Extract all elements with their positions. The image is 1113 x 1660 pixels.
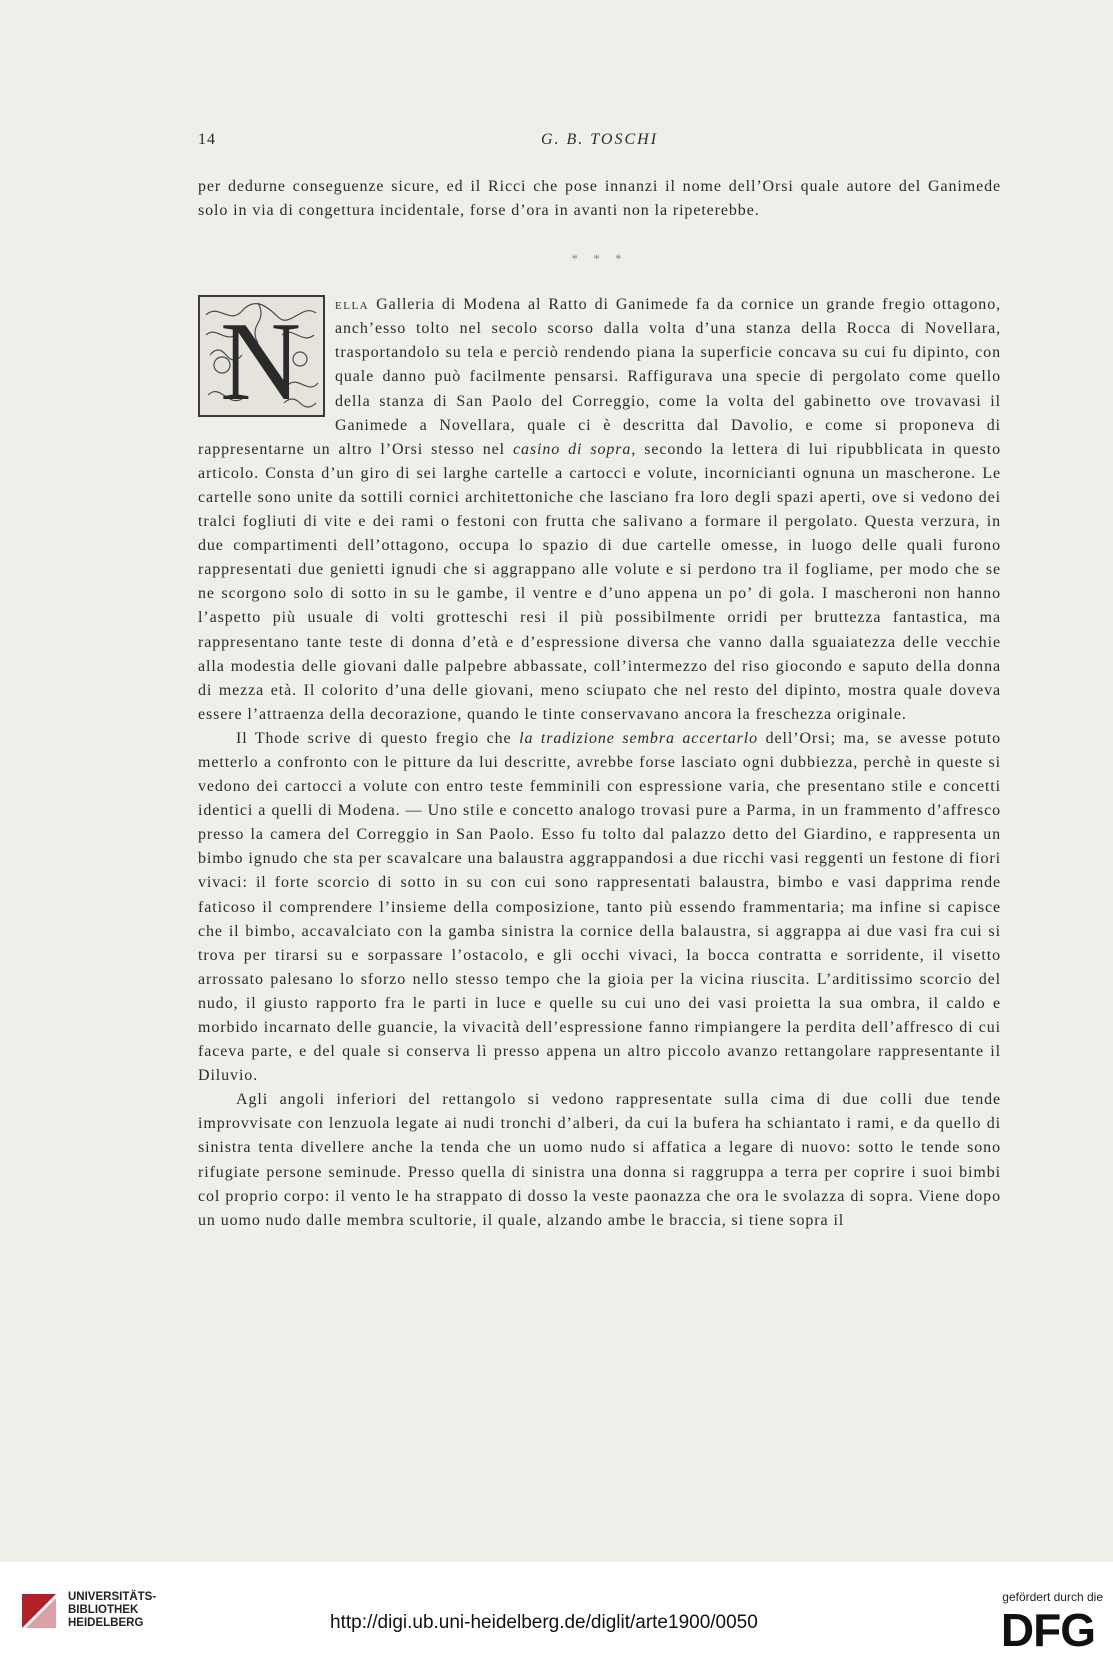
dfg-logo: DFG xyxy=(1000,1604,1095,1656)
drop-cap-continuation: ella xyxy=(335,296,370,314)
drop-cap-letter: N xyxy=(220,300,302,418)
paragraph-4: Agli angoli inferiori del rettangolo si vedono rappresentate sulla cima di due colli due tende improvvisate con lenzuola legate ai nudi tronchi d’alberi, da cui la bufera ha schiantato i rami, e da quello di sinistra tenta divellere anche la tenda che un uomo nudo si affatica a legare di nuovo: sotto le tende sono rifugiate persone seminude. Presso quella di sinistra una donna si raggruppa a terra per coprire i suoi bimbi col proprio corpo: il vento le ha strappato di dosso la veste paonazza che ora le svolazza di sopra. Viene dopo un uomo nudo dalle membra scultorie, il quale, alzando ambe le braccia, si tiene sopra il xyxy=(198,1091,1001,1229)
article-body xyxy=(198,175,1001,1233)
library-name xyxy=(68,1591,156,1630)
paragraph-3-text-a: Il Thode scrive di questo fregio che xyxy=(236,729,520,747)
paragraph-2 xyxy=(198,293,1001,727)
funding-label: gefördert durch die xyxy=(1002,1590,1103,1604)
library-name-line-3: HEIDELBERG xyxy=(68,1617,144,1629)
page-header xyxy=(198,131,1001,155)
paragraph-3-italic: la tradizione sembra accertarlo xyxy=(519,729,759,747)
page-number: 14 xyxy=(198,131,216,148)
permalink-url[interactable]: http://digi.ub.uni-heidelberg.de/diglit/arte1900/0050 xyxy=(330,1612,758,1633)
section-separator: * * * xyxy=(571,251,628,267)
paragraph-3 xyxy=(198,727,1001,1088)
paragraph-2-italic: casino di sopra xyxy=(512,440,632,458)
paragraph-2-text-b: , secondo la lettera di lui ripubblicata in questo articolo. Consta d’un giro di sei larghe cartelle a cartocci e volute, incornicianti ognuna un mascherone. Le cartelle sono unite da sottili cornici architettoniche che lasciano fra loro degli spazi aperti, ove si vedono dei tralci fogliuti di vite e dei rami o festoni con frutta che salivano a formare il pergolato. Questa verzura, in due compartimenti dell’ottagono, occupa lo spazio di due cartelle omesse, in luogo delle quali furono rappresentati due genietti ignudi che si aggrappano alle volute e si perdono tra il fogliame, per modo che se ne scorgono solo di sotto in su le gambe, il ventre e d’uno appena un po’ di gola. I mascheroni non hanno l’aspetto più usuale di volti grotteschi resi il più possibilmente orridi per bruttezza fantastica, ma rappresentano tante teste di donna d’età e d’espressione diversa che vanno dalla sguaiatezza delle vecchie alla modestia delle giovani dalle palpebre abbassate, coll’intermezzo del riso giocondo e saputo della donna di mezza età. Il colorito d’una delle giovani, meno sciupato che nel resto del dipinto, mostra quale doveva essere l’attraenza della decorazione, quando le tinte conservavano ancora la freschezza originale. xyxy=(198,440,1002,723)
decorated-initial xyxy=(198,295,325,417)
library-name-line-1: UNIVERSITÄTS- xyxy=(68,1591,157,1603)
digitization-footer xyxy=(0,1562,1113,1660)
library-name-line-2: BIBLIOTHEK xyxy=(68,1604,139,1616)
paragraph-3-text-b: dell’Orsi; ma, se avesse potuto metterlo a confronto con le pitture da lui descritte, avrebbe forse lasciato ogni dubbiezza, perchè in queste si vedono dei cartocci a volute con entro teste femminili con espressione varia, che presentano stile e concetti identici a quelli di Modena. — Uno stile e concetto analogo trovasi pure a Parma, in un frammento d’affresco presso la camera del Correggio in San Paolo. Esso fu tolto dal palazzo detto del Giardino, e rappresenta un bimbo ignudo che sta per scavalcare una balaustra aggrappandosi a due ricchi vasi reggenti un festone di fiori vivaci: il forte scorcio di sotto in su con cui sono rappresentati balaustra, bimbo e vasi dapprima rende faticoso il comprendere l’insieme della composizione, tanto più essendo frammentaria; ma infine si capisce che il bimbo, accavalciato con la gamba sinistra la cornice della balaustra, si aggrappa ai due vasi fra cui si trova per tirarsi su e sorpassare l’ostacolo, e gli occhi vivaci, la bocca contratta e sorridente, il visetto arrossato palesano lo sforzo nello stesso tempo che la gioia per la vicina riuscita. L’arditissimo scorcio del nudo, il giusto rapporto fra le parti in luce e quelle su cui uno dei vasi proietta la sua ombra, il caldo e morbido incarnato delle guancie, la vivacità dell’espressione fanno rimpiangere la perdita dell’affresco di cui faceva parte, e del quale si conserva lì presso appena un altro piccolo avanzo rettangolare rappresentante il Diluvio. xyxy=(198,729,1001,1085)
paragraph-2-text-a: Galleria di Modena al Ratto di Ganimede fa da cornice un grande fregio ottagono, anch’esso tolto nel secolo scorso dalla volta d’una stanza della Rocca di Novellara, trasportandolo su tela e perciò rendendo piana la superficie concava su cui fu dipinto, con quale danno può facilmente pensarsi. Raffigurava una specie di pergolato come quello della stanza di San Paolo del Correggio, come la volta del gabinetto ove trovavasi il Ganimede a Novellara, quale ci è descritta dal Davolio, e come si proponeva di rappresentarne un altro l’Orsi stesso nel xyxy=(198,296,1001,458)
paragraph-1: per dedurne conseguenze sicure, ed il Ricci che pose innanzi il nome dell’Orsi quale autore del Ganimede solo in via di congettura incidentale, forse d’ora in avanti non la ripeterebbe. xyxy=(198,178,1001,220)
ornamental-drop-cap-icon xyxy=(198,295,325,417)
running-title: G. B. TOSCHI xyxy=(540,131,659,148)
university-library-logo-icon xyxy=(18,1590,60,1632)
